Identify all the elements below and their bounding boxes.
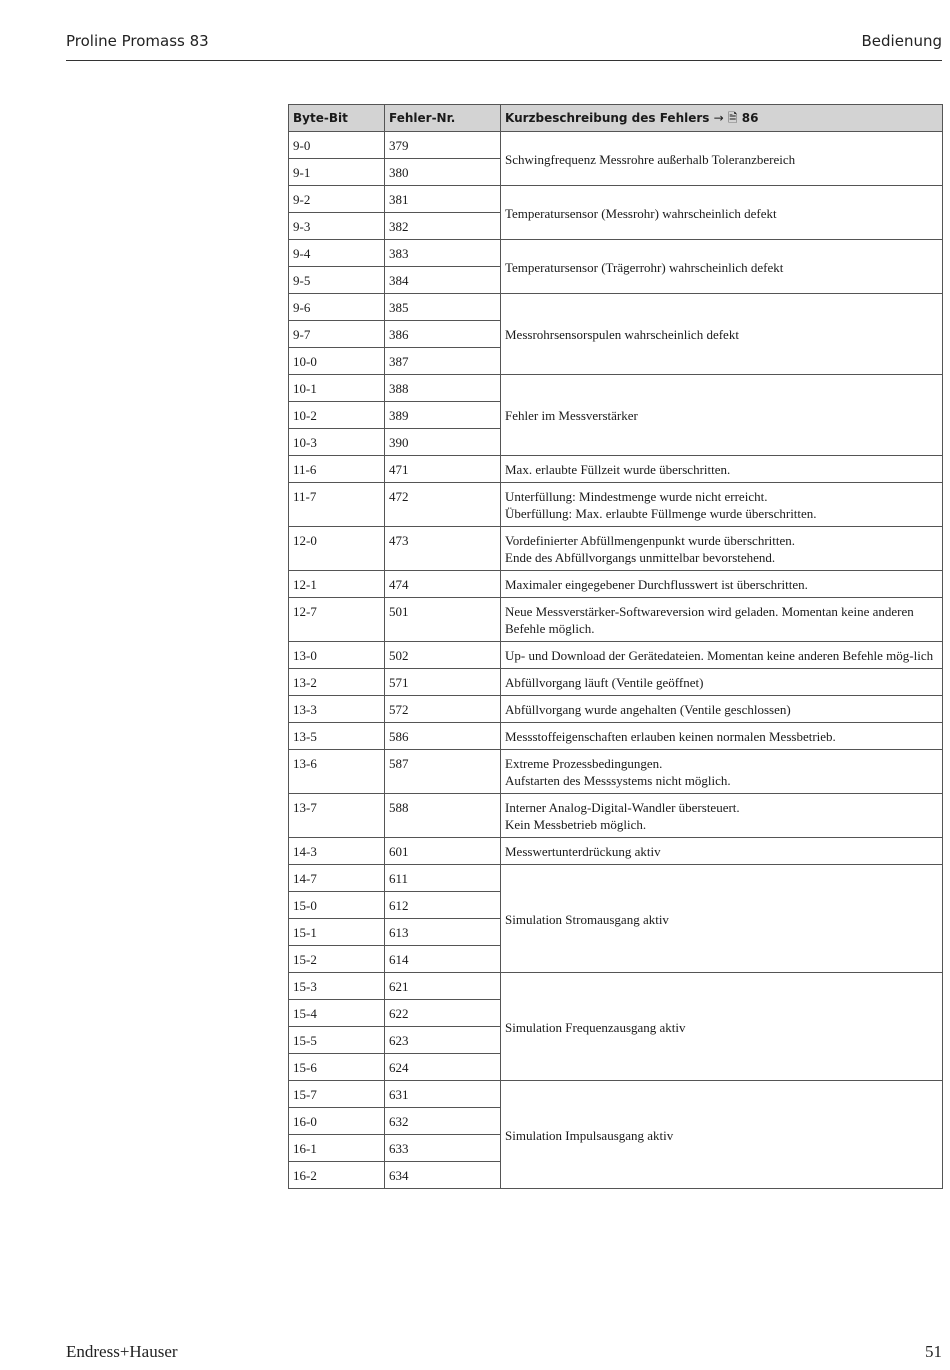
description-line: Messrohrsensorspulen wahrscheinlich defekt <box>505 327 739 342</box>
error-number-cell: 624 <box>385 1054 501 1081</box>
description-line: Messwertunterdrückung aktiv <box>505 844 661 859</box>
description-line: Simulation Stromausgang aktiv <box>505 911 669 927</box>
error-number-cell: 471 <box>385 456 501 483</box>
byte-bit-cell: 9-3 <box>289 213 385 240</box>
error-number-cell: 571 <box>385 669 501 696</box>
description-cell <box>501 973 943 1081</box>
description-cell <box>501 527 943 571</box>
description-cell <box>501 750 943 794</box>
description-cell <box>501 669 943 696</box>
page-reference-icon: 🗎 <box>727 111 738 125</box>
description-line: Überfüllung: Max. erlaubte Füllmenge wurde überschritten. <box>505 506 817 521</box>
table-row <box>289 669 943 696</box>
byte-bit-cell: 9-5 <box>289 267 385 294</box>
column-description <box>501 105 943 132</box>
error-number-cell: 586 <box>385 723 501 750</box>
error-number-cell: 588 <box>385 794 501 838</box>
byte-bit-cell: 13-7 <box>289 794 385 838</box>
description-line: Unterfüllung: Mindestmenge wurde nicht erreicht. <box>505 489 768 504</box>
error-table-body <box>289 132 943 1189</box>
description-cell <box>501 598 943 642</box>
table-row <box>289 750 943 794</box>
header-title: Proline Promass 83 <box>66 32 209 50</box>
error-number-cell: 572 <box>385 696 501 723</box>
byte-bit-cell: 10-2 <box>289 402 385 429</box>
table-row <box>289 598 943 642</box>
byte-bit-cell: 11-6 <box>289 456 385 483</box>
error-number-cell: 385 <box>385 294 501 321</box>
description-cell <box>501 571 943 598</box>
error-number-cell: 474 <box>385 571 501 598</box>
error-number-cell: 379 <box>385 132 501 159</box>
description-cell <box>501 1081 943 1189</box>
error-number-cell: 613 <box>385 919 501 946</box>
error-number-cell: 601 <box>385 838 501 865</box>
error-number-cell: 472 <box>385 483 501 527</box>
description-line: Aufstarten des Messsystems nicht möglich. <box>505 773 731 788</box>
byte-bit-cell: 11-7 <box>289 483 385 527</box>
error-number-cell: 381 <box>385 186 501 213</box>
description-cell <box>501 186 943 240</box>
table-row <box>289 294 943 321</box>
error-number-cell: 623 <box>385 1027 501 1054</box>
description-line: Vordefinierter Abfüllmengenpunkt wurde überschritten. <box>505 533 796 548</box>
table-row <box>289 527 943 571</box>
description-cell <box>501 794 943 838</box>
byte-bit-cell: 15-3 <box>289 973 385 1000</box>
error-number-cell: 633 <box>385 1135 501 1162</box>
error-number-cell: 386 <box>385 321 501 348</box>
byte-bit-cell: 9-6 <box>289 294 385 321</box>
description-cell <box>501 865 943 973</box>
header-row <box>289 105 943 132</box>
error-number-cell: 621 <box>385 973 501 1000</box>
description-line: Abfüllvorgang läuft (Ventile geöffnet) <box>505 675 704 690</box>
description-line: Abfüllvorgang wurde angehalten (Ventile geschlossen) <box>505 702 791 717</box>
byte-bit-cell: 13-2 <box>289 669 385 696</box>
error-number-cell: 473 <box>385 527 501 571</box>
error-table-header <box>289 105 943 132</box>
description-line: Temperatursensor (Trägerrohr) wahrscheinlich defekt <box>505 259 784 275</box>
byte-bit-cell: 13-5 <box>289 723 385 750</box>
error-number-cell: 388 <box>385 375 501 402</box>
error-number-cell: 631 <box>385 1081 501 1108</box>
description-line: Temperatursensor (Messrohr) wahrscheinlich defekt <box>505 205 777 221</box>
byte-bit-cell: 10-1 <box>289 375 385 402</box>
description-cell <box>501 696 943 723</box>
table-row <box>289 571 943 598</box>
error-number-cell: 384 <box>385 267 501 294</box>
byte-bit-cell: 9-7 <box>289 321 385 348</box>
description-line: Extreme Prozessbedingungen. <box>505 756 663 771</box>
arrow-right-icon: → <box>713 111 724 125</box>
byte-bit-cell: 15-1 <box>289 919 385 946</box>
description-line: Kein Messbetrieb möglich. <box>505 817 647 832</box>
description-line: Schwingfrequenz Messrohre außerhalb Toleranzbereich <box>505 151 796 167</box>
byte-bit-cell: 9-2 <box>289 186 385 213</box>
table-row <box>289 723 943 750</box>
byte-bit-cell: 16-0 <box>289 1108 385 1135</box>
error-number-cell: 502 <box>385 642 501 669</box>
description-cell <box>501 375 943 456</box>
table-row <box>289 132 943 159</box>
byte-bit-cell: 15-5 <box>289 1027 385 1054</box>
error-number-cell: 387 <box>385 348 501 375</box>
error-number-cell: 622 <box>385 1000 501 1027</box>
table-row <box>289 483 943 527</box>
error-number-cell: 389 <box>385 402 501 429</box>
description-line: Simulation Impulsausgang aktiv <box>505 1127 674 1143</box>
byte-bit-cell: 15-0 <box>289 892 385 919</box>
table-row <box>289 186 943 213</box>
description-cell <box>501 240 943 294</box>
byte-bit-cell: 10-0 <box>289 348 385 375</box>
byte-bit-cell: 9-4 <box>289 240 385 267</box>
error-number-cell: 501 <box>385 598 501 642</box>
error-table <box>288 104 943 1189</box>
byte-bit-cell: 12-0 <box>289 527 385 571</box>
byte-bit-cell: 15-2 <box>289 946 385 973</box>
description-cell <box>501 483 943 527</box>
description-line: Up- und Download der Gerätedateien. Momentan keine anderen Befehle mög-lich <box>505 648 934 663</box>
column-description-label: Kurzbeschreibung des Fehlers <box>505 111 710 125</box>
table-row <box>289 240 943 267</box>
byte-bit-cell: 16-2 <box>289 1162 385 1189</box>
error-number-cell: 383 <box>385 240 501 267</box>
error-number-cell: 634 <box>385 1162 501 1189</box>
description-line: Max. erlaubte Füllzeit wurde überschritten. <box>505 462 731 477</box>
byte-bit-cell: 15-6 <box>289 1054 385 1081</box>
page-number: 51 <box>925 1342 942 1361</box>
error-number-cell: 380 <box>385 159 501 186</box>
byte-bit-cell: 9-0 <box>289 132 385 159</box>
table-row <box>289 794 943 838</box>
page-reference-number: 86 <box>741 111 759 125</box>
byte-bit-cell: 9-1 <box>289 159 385 186</box>
error-number-cell: 390 <box>385 429 501 456</box>
description-line: Maximaler eingegebener Durchflusswert ist überschritten. <box>505 577 808 592</box>
table-row <box>289 696 943 723</box>
byte-bit-cell: 10-3 <box>289 429 385 456</box>
error-number-cell: 614 <box>385 946 501 973</box>
table-row <box>289 838 943 865</box>
byte-bit-cell: 13-3 <box>289 696 385 723</box>
description-line: Neue Messverstärker-Softwareversion wird geladen. Momentan keine anderen Befehle möglich. <box>505 604 914 636</box>
byte-bit-cell: 15-4 <box>289 1000 385 1027</box>
byte-bit-cell: 12-7 <box>289 598 385 642</box>
description-cell <box>501 456 943 483</box>
description-cell <box>501 642 943 669</box>
description-line: Interner Analog-Digital-Wandler übersteuert. <box>505 800 740 815</box>
footer-brand: Endress+Hauser <box>66 1342 178 1361</box>
description-line: Fehler im Messverstärker <box>505 408 638 423</box>
table-row <box>289 865 943 892</box>
byte-bit-cell: 14-3 <box>289 838 385 865</box>
description-cell <box>501 723 943 750</box>
error-number-cell: 612 <box>385 892 501 919</box>
description-cell <box>501 838 943 865</box>
description-line: Simulation Frequenzausgang aktiv <box>505 1019 686 1035</box>
error-number-cell: 611 <box>385 865 501 892</box>
byte-bit-cell: 14-7 <box>289 865 385 892</box>
error-number-cell: 382 <box>385 213 501 240</box>
table-row <box>289 456 943 483</box>
byte-bit-cell: 15-7 <box>289 1081 385 1108</box>
table-row <box>289 375 943 402</box>
byte-bit-cell: 13-0 <box>289 642 385 669</box>
error-number-cell: 587 <box>385 750 501 794</box>
description-line: Messstoffeigenschaften erlauben keinen normalen Messbetrieb. <box>505 729 836 744</box>
column-byte-bit: Byte-Bit <box>289 105 385 132</box>
description-line: Ende des Abfüllvorgangs unmittelbar bevorstehend. <box>505 550 776 565</box>
error-number-cell: 632 <box>385 1108 501 1135</box>
table-row <box>289 642 943 669</box>
header-section: Bedienung <box>861 32 942 50</box>
byte-bit-cell: 16-1 <box>289 1135 385 1162</box>
table-row <box>289 973 943 1000</box>
byte-bit-cell: 12-1 <box>289 571 385 598</box>
column-error-no: Fehler-Nr. <box>385 105 501 132</box>
table-row <box>289 1081 943 1108</box>
description-cell <box>501 132 943 186</box>
description-cell <box>501 294 943 375</box>
byte-bit-cell: 13-6 <box>289 750 385 794</box>
header-rule <box>66 60 942 61</box>
